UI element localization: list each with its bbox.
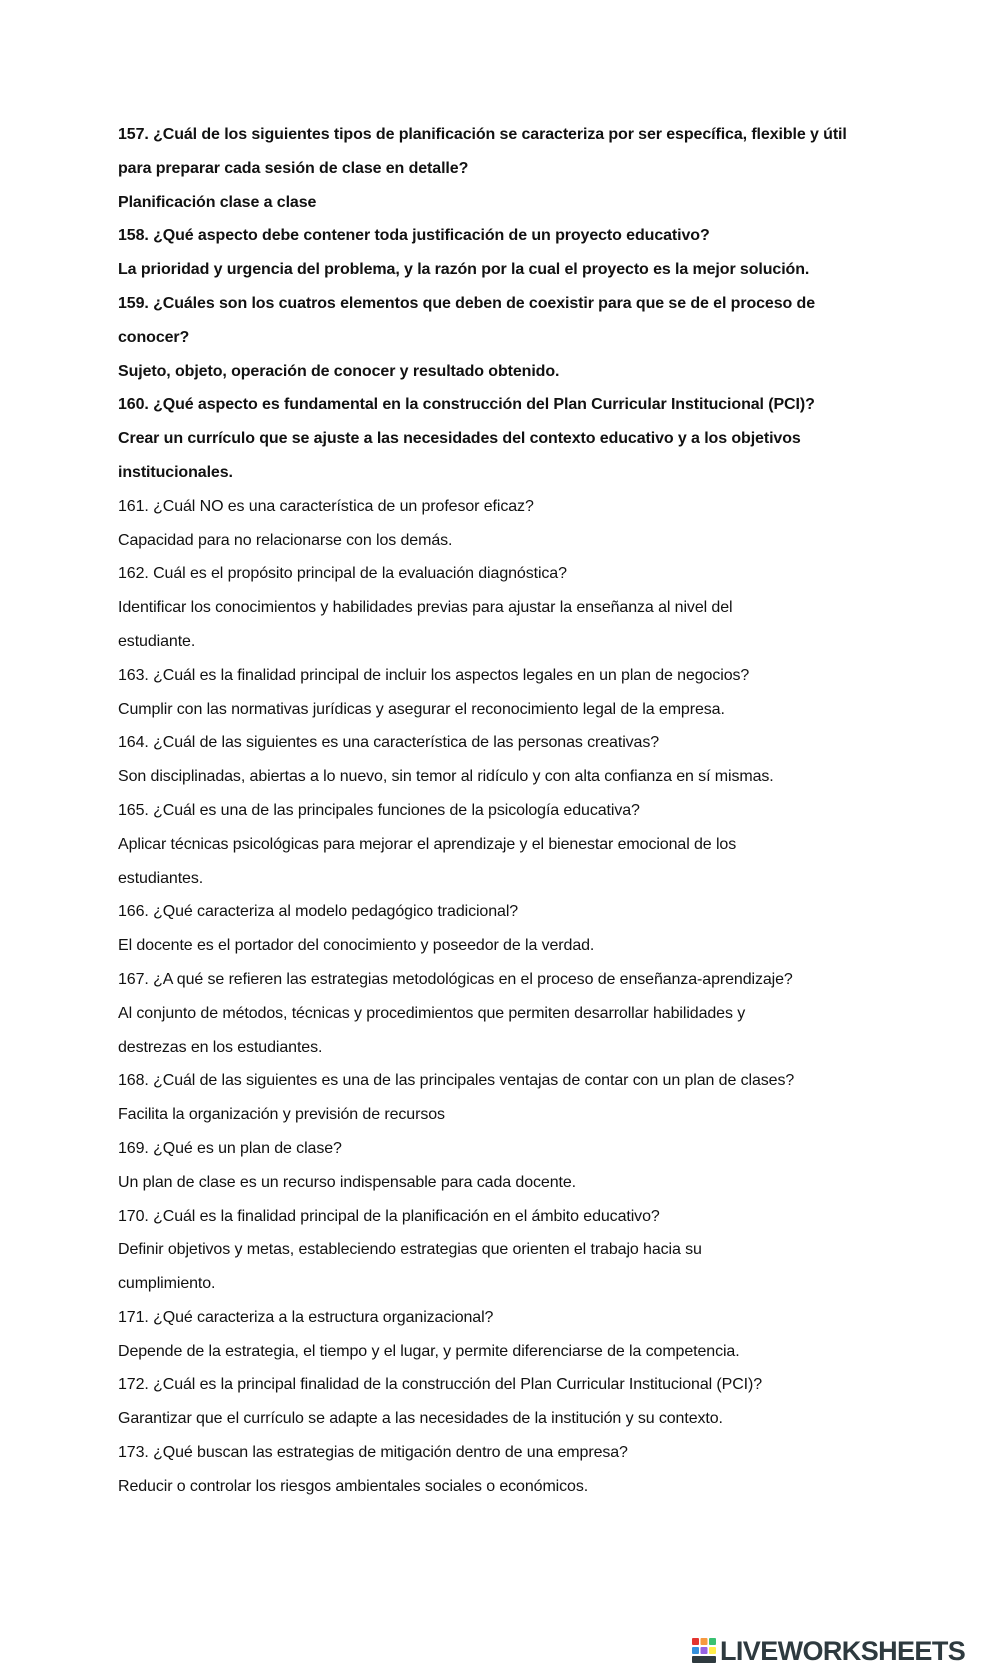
document-line: 163. ¿Cuál es la finalidad principal de incluir los aspectos legales en un plan de negocios? [118, 666, 750, 684]
document-line: 173. ¿Qué buscan las estrategias de mitigación dentro de una empresa? [118, 1444, 628, 1462]
document-line: Garantizar que el currículo se adapte a las necesidades de la institución y su contexto. [118, 1410, 723, 1428]
document-line: 172. ¿Cuál es la principal finalidad de la construcción del Plan Curricular Institucional (PCI)? [118, 1376, 763, 1394]
document-line: cumplimiento. [118, 1275, 216, 1293]
document-line: 165. ¿Cuál es una de las principales funciones de la psicología educativa? [118, 801, 640, 819]
liveworksheets-logo [692, 1636, 965, 1666]
document-line: Sujeto, objeto, operación de conocer y resultado obtenido. [118, 362, 560, 380]
document-line: 167. ¿A qué se refieren las estrategias metodológicas en el proceso de enseñanza-aprendizaje? [118, 970, 793, 988]
document-line: Aplicar técnicas psicológicas para mejorar el aprendizaje y el bienestar emocional de los [118, 835, 737, 853]
document-line: El docente es el portador del conocimiento y poseedor de la verdad. [118, 937, 595, 955]
document-line: Definir objetivos y metas, estableciendo estrategias que orienten el trabajo hacia su [118, 1241, 702, 1259]
document-line: para preparar cada sesión de clase en detalle? [118, 159, 469, 177]
document-line: Planificación clase a clase [118, 193, 317, 211]
document-line: Crear un currículo que se ajuste a las necesidades del contexto educativo y a los objetivos [118, 430, 801, 448]
document-line: Un plan de clase es un recurso indispensable para cada docente. [118, 1173, 577, 1191]
document-line: 169. ¿Qué es un plan de clase? [118, 1139, 342, 1157]
document-line: 166. ¿Qué caracteriza al modelo pedagógico tradicional? [118, 903, 519, 921]
document-line: 168. ¿Cuál de las siguientes es una de las principales ventajas de contar con un plan de clases? [118, 1072, 795, 1090]
document-line: 161. ¿Cuál NO es una característica de un profesor eficaz? [118, 497, 534, 515]
document-line: 164. ¿Cuál de las siguientes es una característica de las personas creativas? [118, 734, 660, 752]
document-line: 160. ¿Qué aspecto es fundamental en la construcción del Plan Curricular Institucional (PCI)? [118, 396, 815, 414]
document-line: Al conjunto de métodos, técnicas y procedimientos que permiten desarrollar habilidades y [118, 1004, 746, 1022]
document-line: 171. ¿Qué caracteriza a la estructura organizacional? [118, 1308, 494, 1326]
document-line: 170. ¿Cuál es la finalidad principal de la planificación en el ámbito educativo? [118, 1207, 660, 1225]
document-line: Reducir o controlar los riesgos ambientales sociales o económicos. [118, 1477, 589, 1495]
document-line: institucionales. [118, 463, 233, 481]
document-line: estudiante. [118, 632, 196, 650]
liveworksheets-logo-icon [692, 1638, 716, 1664]
document-line: destrezas en los estudiantes. [118, 1038, 323, 1056]
document-line: 159. ¿Cuáles son los cuatros elementos que deben de coexistir para que se de el proceso de [118, 294, 816, 312]
document-line: Depende de la estrategia, el tiempo y el lugar, y permite diferenciarse de la competencia. [118, 1342, 740, 1360]
document-line: La prioridad y urgencia del problema, y la razón por la cual el proyecto es la mejor solución. [118, 261, 810, 279]
document-line: Son disciplinadas, abiertas a lo nuevo, sin temor al ridículo y con alta confianza en sí mismas. [118, 768, 774, 786]
document-line: estudiantes. [118, 869, 204, 887]
document-line: Cumplir con las normativas jurídicas y asegurar el reconocimiento legal de la empresa. [118, 700, 725, 718]
document-line: Identificar los conocimientos y habilidades previas para ajustar la enseñanza al nivel del [118, 599, 733, 617]
document-line: Facilita la organización y previsión de recursos [118, 1106, 445, 1124]
document-line: 158. ¿Qué aspecto debe contener toda justificación de un proyecto educativo? [118, 227, 710, 245]
liveworksheets-logo-text: LIVEWORKSHEETS [720, 1635, 966, 1666]
document-line: 162. Cuál es el propósito principal de la evaluación diagnóstica? [118, 565, 567, 583]
document-page [118, 118, 888, 1504]
document-line: conocer? [118, 328, 190, 346]
document-line: 157. ¿Cuál de los siguientes tipos de planificación se caracteriza por ser específica, flexible y útil [118, 126, 847, 143]
document-line: Capacidad para no relacionarse con los demás. [118, 531, 453, 549]
